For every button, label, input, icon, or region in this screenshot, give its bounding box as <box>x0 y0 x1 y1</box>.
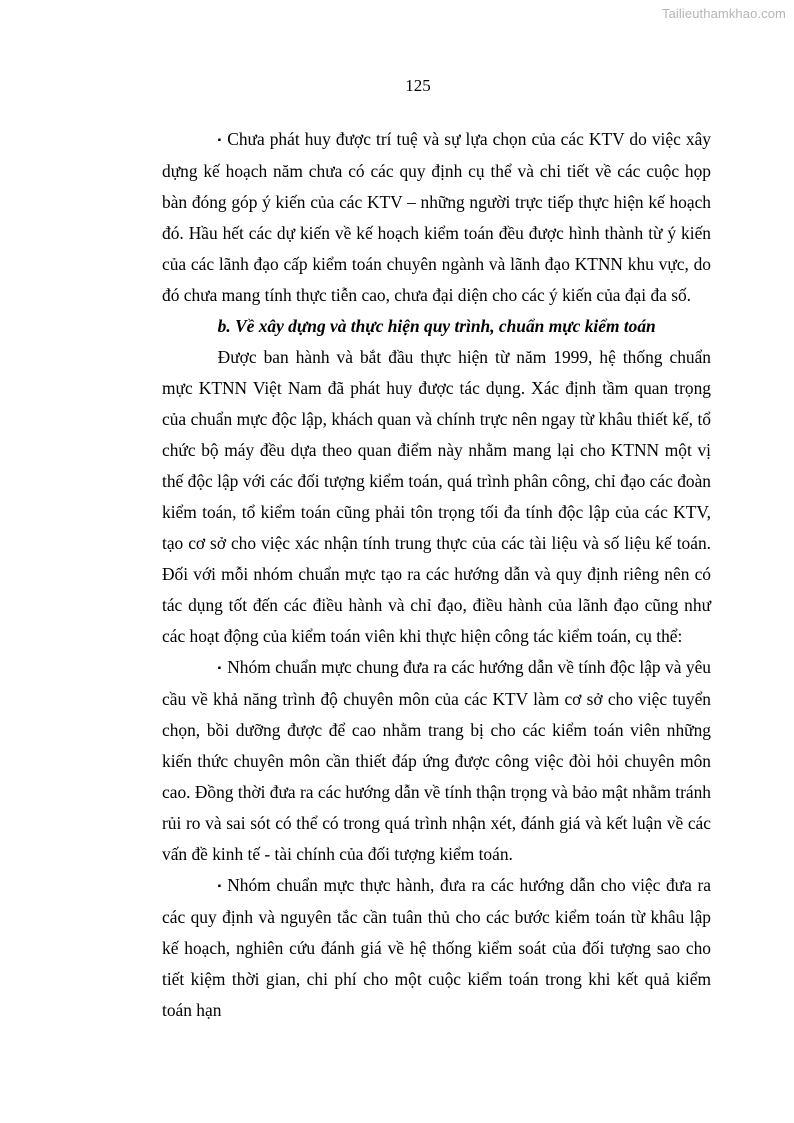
paragraph-bullet-3 <box>162 870 711 1026</box>
bullet-icon: ▪ <box>217 881 222 892</box>
watermark-text: Tailieuthamkhao.com <box>661 6 786 21</box>
paragraph-text: Nhóm chuẩn mực thực hành, đưa ra các hướng dẫn cho việc đưa ra các quy định và nguyên tắc cần tuân thủ cho các bước kiểm toán từ khâu lập kế hoạch, nghiên cứu đánh giá về hệ thống kiểm soát của đối tượng sao cho tiết kiệm thời gian, chi phí cho một cuộc kiểm toán trong khi kết quả kiểm toán hạn <box>162 875 711 1020</box>
section-heading: b. Về xây dựng và thực hiện quy trình, chuẩn mực kiểm toán <box>217 316 656 336</box>
document-body <box>162 124 711 1026</box>
bullet-icon: ▪ <box>217 663 222 674</box>
page-number: 125 <box>405 76 431 95</box>
paragraph-bullet-1 <box>162 124 711 311</box>
paragraph-text: Nhóm chuẩn mực chung đưa ra các hướng dẫn về tính độc lập và yêu cầu về khả năng trình độ chuyên môn của các KTV làm cơ sở cho việc tuyển chọn, bồi dưỡng được để cao nhằm trang bị cho các kiểm toán viên những kiến thức chuyên môn cần thiết đáp ứng được công việc đòi hỏi chuyên môn cao. Đồng thời đưa ra các hướng dẫn về tính thận trọng và bảo mật nhằm tránh rủi ro và sai sót có thể có trong quá trình nhận xét, đánh giá và kết luận về các vấn đề kinh tế - tài chính của đối tượng kiểm toán. <box>162 657 711 864</box>
paragraph-intro: Được ban hành và bắt đầu thực hiện từ năm 1999, hệ thống chuẩn mực KTNN Việt Nam đã phát huy được tác dụng. Xác định tầm quan trọng của chuẩn mực độc lập, khách quan và chính trực nên ngay từ khâu thiết kế, tổ chức bộ máy đều dựa theo quan điểm này nhằm mang lại cho KTNN một vị thế độc lập với các đối tượng kiểm toán, quá trình phân công, chỉ đạo các đoàn kiểm toán, tổ kiểm toán cũng phải tôn trọng tối đa tính độc lập của các KTV, tạo cơ sở cho việc xác nhận tính trung thực của các tài liệu và số liệu kế toán. Đối với mỗi nhóm chuẩn mực tạo ra các hướng dẫn và quy định riêng nên có tác dụng tốt đến các điều hành và chỉ đạo, điều hành của lãnh đạo cũng như các hoạt động của kiểm toán viên khi thực hiện công tác kiểm toán, cụ thể: <box>162 347 711 646</box>
bullet-icon: ▪ <box>217 135 222 146</box>
paragraph-text: Chưa phát huy được trí tuệ và sự lựa chọn của các KTV do việc xây dựng kế hoạch năm chưa có các quy định cụ thể và chi tiết về các cuộc họp bàn đóng góp ý kiến của các KTV – những người trực tiếp thực hiện kế hoạch đó. Hầu hết các dự kiến về kế hoạch kiểm toán đều được hình thành từ ý kiến của các lãnh đạo cấp kiểm toán chuyên ngành và lãnh đạo KTNN khu vực, do đó chưa mang tính thực tiễn cao, chưa đại diện cho các ý kiến của đại đa số. <box>162 129 711 305</box>
paragraph-bullet-2 <box>162 652 711 870</box>
